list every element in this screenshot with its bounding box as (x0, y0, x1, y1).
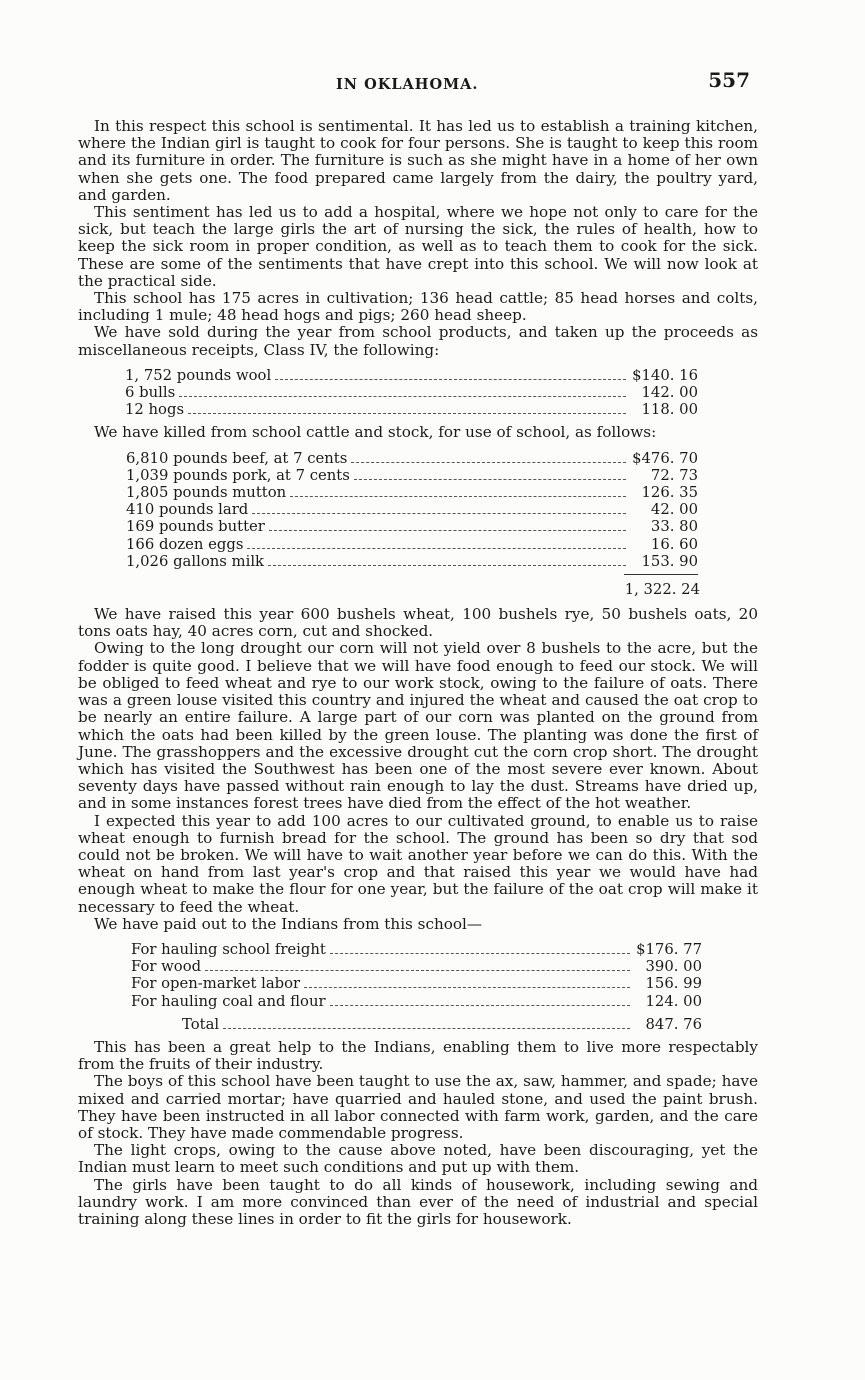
leader-dots (205, 970, 630, 971)
ledger-item: For hauling school freight (131, 940, 326, 958)
ledger-row (78, 501, 758, 518)
leader-dots (351, 462, 626, 463)
ledger-row (78, 536, 758, 553)
leader-dots (354, 479, 626, 480)
ledger-amount: 142. 00 (641, 384, 698, 402)
paragraph: We have sold during the year from school products, and taken up the proceeds as miscellaneous receipts, Class IV, the following: (78, 323, 758, 359)
leader-dots (275, 379, 626, 380)
ledger-amount: $476. 70 (632, 449, 698, 467)
ledger-amount: 33. 80 (650, 518, 698, 536)
ledger-item: For wood (131, 958, 202, 976)
ledger-item: 1, 752 pounds wool (125, 366, 272, 384)
paragraph: We have paid out to the Indians from this school— (94, 914, 483, 933)
ledger-row (78, 518, 758, 535)
ledger-item: 1,805 pounds mutton (126, 484, 287, 502)
paragraph: The light crops, owing to the cause above noted, have been discouraging, yet the Indian must learn to meet such conditions and put up with them. (78, 1141, 758, 1177)
ledger-item: 169 pounds butter (126, 518, 265, 536)
ledger-amount: 118. 00 (641, 401, 698, 419)
leader-dots (179, 396, 626, 397)
ledger-row (78, 484, 758, 501)
total-label: Total (182, 1015, 220, 1033)
paragraph: This school has 175 acres in cultivation; 136 head cattle; 85 head horses and colts, including 1 mule; 48 head hogs and pigs; 260 head sheep. (78, 289, 758, 325)
leader-dots (330, 953, 630, 954)
leader-dots (223, 1028, 630, 1029)
leader-dots (268, 565, 626, 566)
leader-dots (304, 987, 630, 988)
ledger-amount: 16. 60 (650, 535, 698, 553)
ledger-amount: 124. 00 (645, 992, 702, 1010)
paragraph: We have raised this year 600 bushels wheat, 100 bushels rye, 50 bushels oats, 20 tons oats hay, 40 acres corn, cut and shocked. (78, 605, 758, 641)
page-number: 557 (708, 68, 750, 92)
ledger-row (78, 958, 758, 975)
ledger-amount: 42. 00 (650, 501, 698, 519)
ledger-item: For open-market labor (131, 975, 301, 993)
ledger-item: 1,039 pounds pork, at 7 cents (126, 466, 350, 484)
killed-ledger (78, 450, 758, 575)
ledger-amount: 153. 90 (641, 552, 698, 570)
ledger-amount: 72. 73 (650, 466, 698, 484)
leader-dots (290, 496, 626, 497)
sold-ledger (78, 367, 758, 419)
paragraph: This sentiment has led us to add a hospital, where we hope not only to care for the sick, but teach the large girls the art of nursing the sick, the rules of health, how to keep the sick room in proper condition, as well as to teach them to cook for the sick. These are some of the sentiments that have crept into this school. We will now look at the practical side. (78, 203, 758, 290)
ledger-row (78, 941, 758, 958)
leader-dots (188, 413, 626, 414)
paragraph: The boys of this school have been taught to use the ax, saw, hammer, and spade; have mixed and carried mortar; have quarried and hauled stone, and used the paint brush. They have been instructed in all labor connected with farm work, garden, and the care of stock. They have made commendable progress. (78, 1072, 758, 1142)
paid-ledger (78, 941, 758, 1033)
ledger-amount: 390. 00 (645, 958, 702, 976)
ledger-amount: $140. 16 (632, 366, 698, 384)
paragraph: The girls have been taught to do all kinds of housework, including sewing and laundry work. I am more convinced than ever of the need of industrial and special training along these lines in order to fit the girls for housework. (78, 1175, 758, 1228)
ledger-row (78, 367, 758, 384)
ledger-item: 410 pounds lard (126, 501, 249, 519)
sum-rule (78, 574, 758, 575)
leader-dots (247, 548, 626, 549)
running-title: IN OKLAHOMA. (336, 76, 479, 93)
paragraph: In this respect this school is sentimental. It has led us to establish a training kitchen, where the Indian girl is taught to cook for four persons. She is taught to keep this room and its furniture in order. The furniture is such as she might have in a home of her own when she gets one. The food prepared came largely from the dairy, the poultry yard, and garden. (78, 117, 758, 204)
ledger-item: 6 bulls (125, 384, 176, 402)
ledger-row (78, 553, 758, 570)
killed-total: 1, 322. 24 (624, 581, 700, 599)
ledger-row (78, 384, 758, 401)
ledger-amount: 156. 99 (645, 975, 702, 993)
ledger-row (78, 450, 758, 467)
ledger-item: 6,810 pounds beef, at 7 cents (126, 449, 348, 467)
paragraph: I expected this year to add 100 acres to our cultivated ground, to enable us to raise wheat enough to furnish bread for the school. The ground has been so dry that sod could not be broken. We will have to wait another year before we can do this. With the wheat on hand from last year's crop and that raised this year we would have had enough wheat to make the flour for one year, but the failure of the oat crop will make it necessary to feed the wheat. (78, 811, 758, 916)
document-page (78, 68, 758, 1228)
paragraph: Owing to the long drought our corn will not yield over 8 bushels to the acre, but the fodder is quite good. I believe that we will have food enough to feed our stock. We will be obliged to feed wheat and rye to our work stock, owing to the failure of oats. There was a green louse visited this country and injured the wheat and caused the oat crop to be nearly an entire failure. A large part of our corn was planted on the ground from which the oats had been killed by the green louse. The planting was done the first of June. The grasshoppers and the excessive drought cut the corn crop short. The drought which has visited the Southwest has been one of the most severe ever known. About seventy days have passed without rain enough to lay the dust. Streams have dried up, and in some instances forest trees have died from the effect of the hot weather. (78, 639, 758, 813)
total-row (78, 1016, 758, 1033)
leader-dots (330, 1005, 630, 1006)
ledger-row (78, 467, 758, 484)
ledger-item: For hauling coal and flour (131, 992, 326, 1010)
ledger-item: 12 hogs (125, 401, 185, 419)
leader-dots (252, 513, 626, 514)
ledger-amount: 126. 35 (641, 484, 698, 502)
leader-dots (269, 530, 626, 531)
page-header (78, 68, 758, 98)
paragraph: We have killed from school cattle and stock, for use of school, as follows: (94, 423, 657, 442)
ledger-row (78, 993, 758, 1010)
ledger-row (78, 401, 758, 418)
total-amount: 847. 76 (645, 1015, 702, 1033)
paragraph: This has been a great help to the Indians, enabling them to live more respectably from the fruits of their industry. (78, 1037, 758, 1074)
ledger-item: 1,026 gallons milk (126, 552, 265, 570)
ledger-row (78, 975, 758, 992)
ledger-item: 166 dozen eggs (126, 535, 244, 553)
ledger-amount: $176. 77 (636, 940, 702, 958)
